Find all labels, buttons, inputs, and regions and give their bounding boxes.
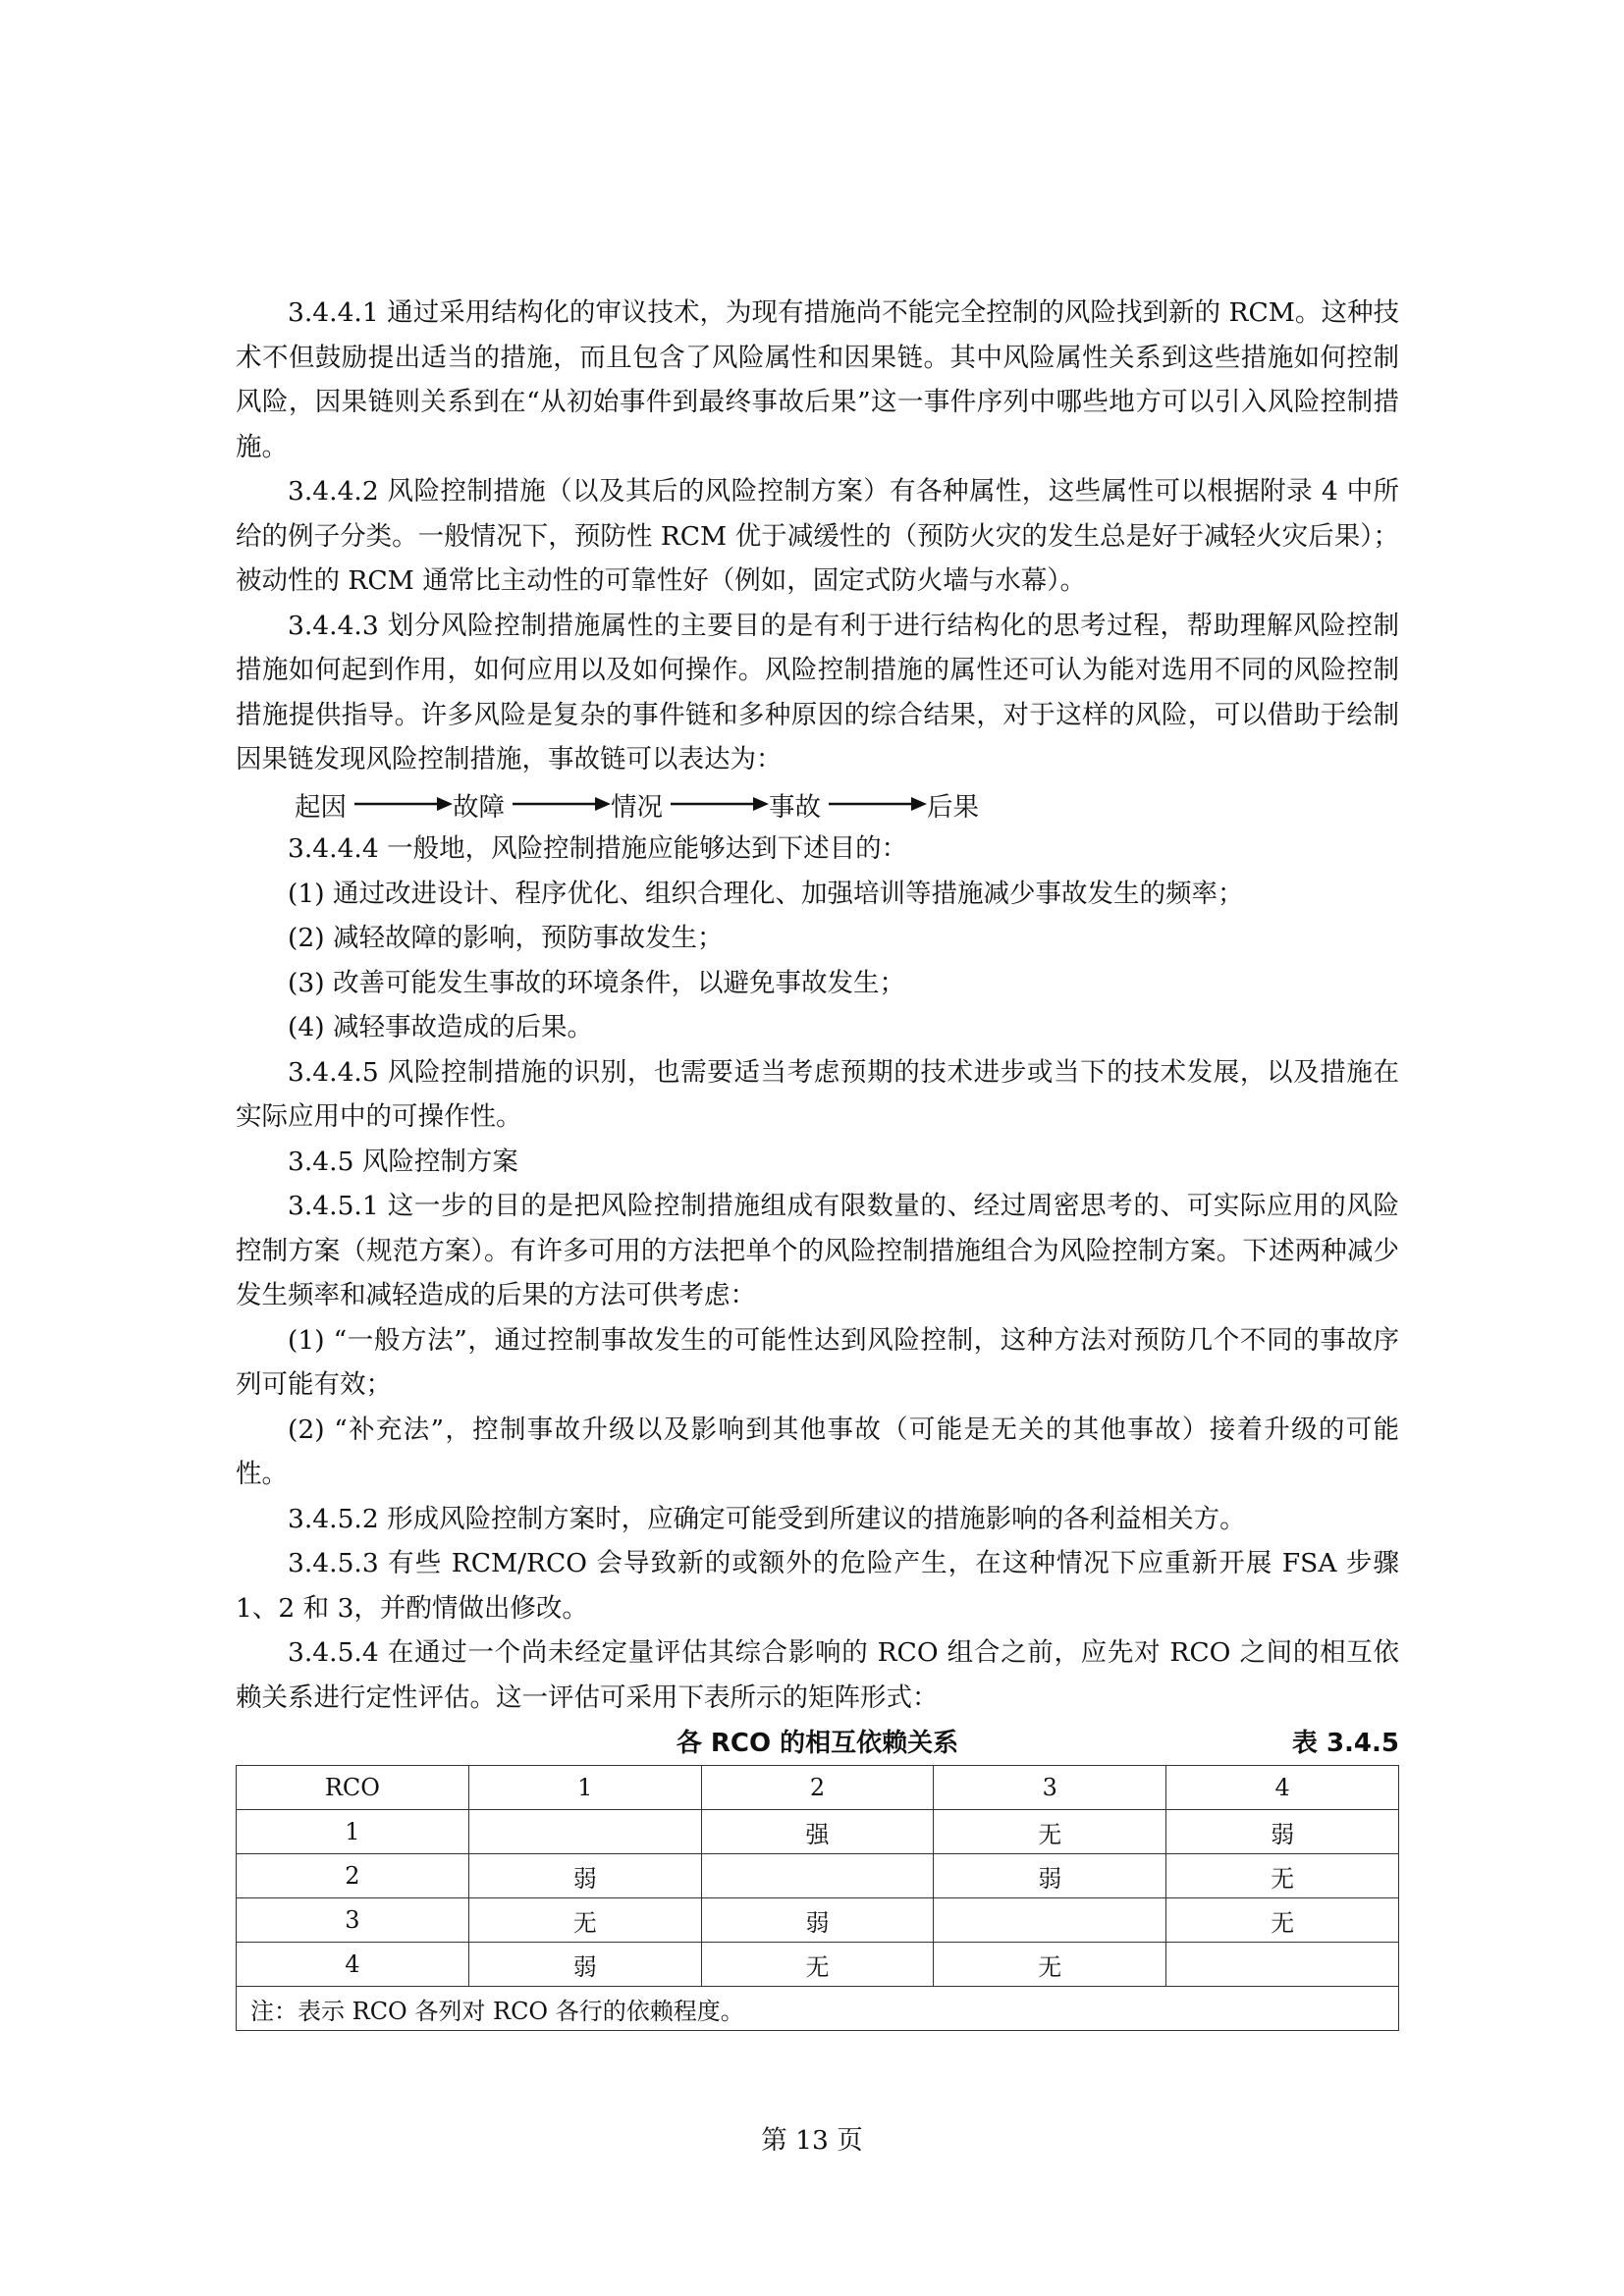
list-item: (2) 减轻故障的影响，预防事故发生； [288,923,724,953]
rco-dependency-table [236,1765,1399,2031]
table-cell: 弱 [934,1854,1166,1898]
table-cell: 弱 [468,1943,701,1987]
table-note-row [237,1987,1399,2031]
table-header-cell: 1 [468,1766,701,1810]
table-cell: 无 [1166,1898,1399,1943]
table-header-row [237,1766,1399,1810]
section-heading: 3.4.5 风险控制方案 [288,1146,518,1177]
table-cell: 3 [237,1898,469,1943]
table-row [237,1854,1399,1898]
table-cell: 弱 [468,1854,701,1898]
arrow-right-icon [829,794,927,814]
table-cell [468,1810,701,1854]
paragraph: 3.4.5.4 在通过一个尚未经定量评估其综合影响的 RCO 组合之前，应先对 RCO 之间的相互依赖关系进行定性评估。这一评估可采用下表所示的矩阵形式： [236,1637,1399,1713]
page-number: 第 13 页 [761,2125,863,2156]
table-cell: 无 [468,1898,701,1943]
page-body [236,291,1399,2031]
chain-step: 情况 [611,791,663,823]
table-cell: 无 [934,1810,1166,1854]
table-cell: 强 [701,1810,934,1854]
chain-step: 后果 [927,791,979,823]
table-cell [1166,1943,1399,1987]
paragraph: 3.4.5.2 形成风险控制方案时，应确定可能受到所建议的措施影响的各利益相关方。 [288,1503,1246,1534]
table-row [237,1898,1399,1943]
table-cell: 弱 [1166,1810,1399,1854]
table-cell: 弱 [701,1898,934,1943]
table-cell: 无 [701,1943,934,1987]
arrow-right-icon [513,794,611,814]
table-cell: 无 [934,1943,1166,1987]
list-item: (4) 减轻事故造成的后果。 [288,1012,593,1042]
list-item: (2) “补充法”，控制事故升级以及影响到其他事故（可能是无关的其他事故）接着升级的可能性。 [236,1414,1399,1489]
paragraph: 3.4.4.5 风险控制措施的识别，也需要适当考虑预期的技术进步或当下的技术发展，以及措施在实际应用中的可操作性。 [236,1056,1399,1132]
table-note: 注：表示 RCO 各列对 RCO 各行的依赖程度。 [237,1987,1399,2031]
table-header-cell: RCO [237,1766,469,1810]
chain-step: 起因 [295,791,347,823]
table-cell: 1 [237,1810,469,1854]
table-number: 表 3.4.5 [1291,1729,1399,1758]
paragraph: 3.4.4.1 通过采用结构化的审议技术，为现有措施尚不能完全控制的风险找到新的 RCM。这种技术不但鼓励提出适当的措施，而且包含了风险属性和因果链。其中风险属性关系到这些措施如何控制风险，因果链则关系到在“从初始事件到最终事故后果”这一事件序列中哪些地方可以引入风险控制措施。 [236,297,1399,462]
table-row [237,1943,1399,1987]
table-cell: 无 [1166,1854,1399,1898]
table-cell [934,1898,1166,1943]
paragraph: 3.4.5.3 有些 RCM/RCO 会导致新的或额外的危险产生，在这种情况下应重新开展 FSA 步骤 1、2 和 3，并酌情做出修改。 [236,1548,1399,1624]
arrow-right-icon [671,794,769,814]
list-item: (1) 通过改进设计、程序优化、组织合理化、加强培训等措施减少事故发生的频率； [288,878,1244,909]
table-row [237,1810,1399,1854]
causal-chain [295,782,1399,828]
table-cell: 2 [237,1854,469,1898]
chain-step: 事故 [769,791,821,823]
table-header-cell: 4 [1166,1766,1399,1810]
table-cell: 4 [237,1943,469,1987]
table-title: 各 RCO 的相互依赖关系 [676,1729,959,1758]
table-cell [701,1854,934,1898]
paragraph: 3.4.5.1 这一步的目的是把风险控制措施组成有限数量的、经过周密思考的、可实际应用的风险控制方案（规范方案）。有许多可用的方法把单个的风险控制措施组合为风险控制方案。下述两种减少发生频率和减轻造成的后果的方法可供考虑： [236,1191,1399,1310]
list-item: (1) “一般方法”，通过控制事故发生的可能性达到风险控制，这种方法对预防几个不同的事故序列可能有效； [236,1324,1399,1400]
paragraph: 3.4.4.4 一般地，风险控制措施应能够达到下述目的： [288,833,908,864]
paragraph: 3.4.4.2 风险控制措施（以及其后的风险控制方案）有各种属性，这些属性可以根据附录 4 中所给的例子分类。一般情况下，预防性 RCM 优于减缓性的（预防火灾的发生总是好于减轻火灾后果）；被动性的 RCM 通常比主动性的可靠性好（例如，固定式防火墙与水幕）。 [236,476,1399,596]
table-header-cell: 2 [701,1766,934,1810]
list-item: (3) 改善可能发生事故的环境条件，以避免事故发生； [288,967,905,998]
arrow-right-icon [354,794,453,814]
chain-step: 故障 [453,791,505,823]
table-header-cell: 3 [934,1766,1166,1810]
paragraph: 3.4.4.3 划分风险控制措施属性的主要目的是有利于进行结构化的思考过程，帮助理解风险控制措施如何起到作用，如何应用以及如何操作。风险控制措施的属性还可认为能对选用不同的风险控制措施提供指导。许多风险是复杂的事件链和多种原因的综合结果，对于这样的风险，可以借助于绘制因果链发现风险控制措施，事故链可以表达为： [236,610,1399,774]
table-caption [236,1722,1399,1765]
